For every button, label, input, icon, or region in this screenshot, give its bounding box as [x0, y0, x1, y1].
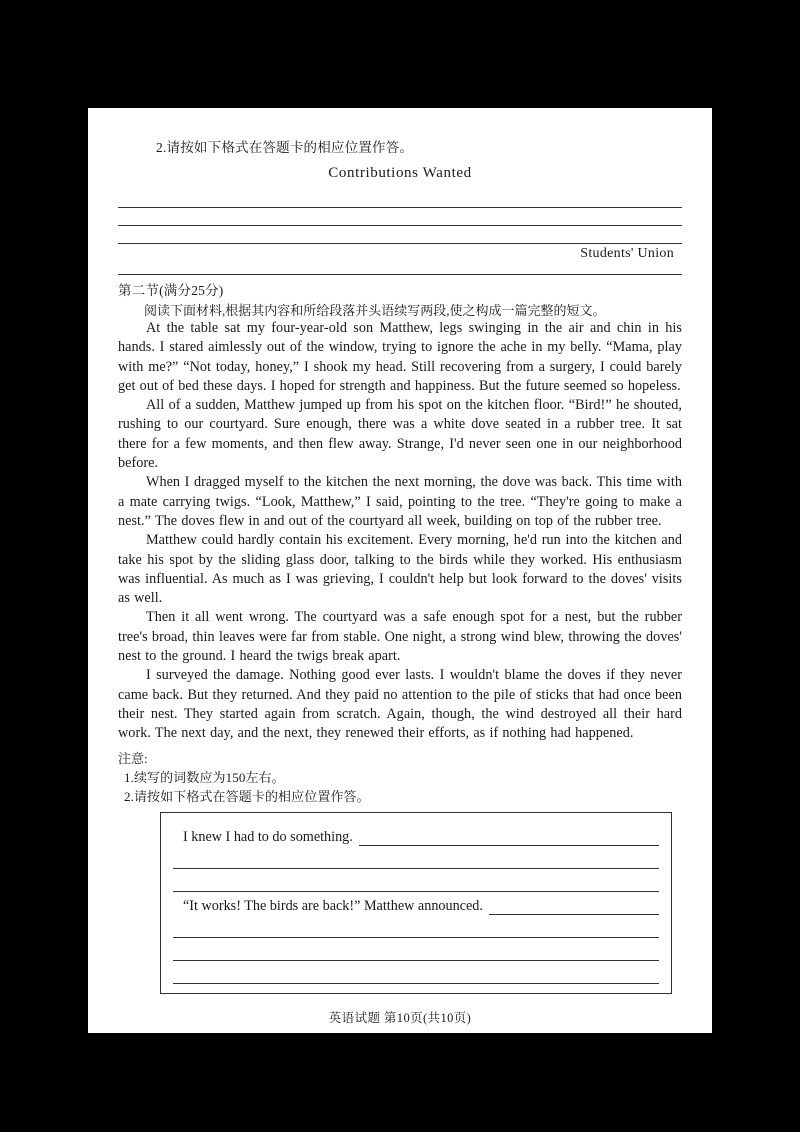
passage-paragraph: When I dragged myself to the kitchen the next morning, the dove was back. This time with a mate carrying twigs. “Look, Matthew,” I said, pointing to the tree. “They're going to make a nest.” The doves flew in and out of the courtyard all week, building on top of the rubber tree.	[118, 474, 682, 529]
section-instruction: 阅读下面材料,根据其内容和所给段落并头语续写两段,使之构成一篇完整的短文。	[144, 303, 606, 318]
section-heading: 第二节(满分25分)	[118, 283, 224, 298]
passage-paragraph: At the table sat my four-year-old son Matthew, legs swinging in the air and chin in his hands. I stared aimlessly out of the window, trying to ignore the ache in my belly. “Mama, play with me?” “Not today, honey,” I shook my head. Still recovering from a surgery, I could barely get out of bed these days. I hoped for strength and happiness. But the future seemed so hopeless.	[118, 320, 682, 394]
answer-write-line[interactable]	[359, 829, 659, 846]
passage-paragraph: Matthew could hardly contain his excitement. Every morning, he'd run into the kitchen and take his spot by the sliding glass door, talking to the birds while they worked. His enthusiasm was influential. As much as I was grieving, I couldn't help but look forward to the doves' visits as well.	[118, 532, 682, 607]
exam-page	[88, 108, 712, 1033]
answer-blank-row	[173, 915, 659, 938]
answer-blank-row	[173, 961, 659, 984]
answer-prompt-row-2	[173, 892, 659, 915]
answer-box	[160, 812, 672, 994]
answer-blank-row	[173, 869, 659, 892]
answer-write-line[interactable]	[489, 898, 659, 915]
answer-write-line[interactable]	[173, 921, 659, 938]
answer-prompt-row-1	[173, 823, 659, 846]
signature-rule	[118, 264, 682, 275]
answer-blank-row	[173, 846, 659, 869]
composition-title: Contributions Wanted	[328, 165, 472, 181]
note-item: 1.续写的词数应为150左右。	[124, 769, 285, 785]
answer-write-line[interactable]	[173, 852, 659, 869]
page-footer: 英语试题 第10页(共10页)	[328, 1010, 472, 1025]
task1-instruction: 2.请按如下格式在答题卡的相应位置作答。	[156, 140, 414, 155]
blank-line	[118, 190, 682, 208]
answer-blank-row	[173, 938, 659, 961]
answer-prompt-1: I knew I had to do something.	[183, 828, 353, 845]
answer-prompt-2: “It works! The birds are back!” Matthew announced.	[183, 897, 483, 914]
passage-paragraph: I surveyed the damage. Nothing good ever lasts. I wouldn't blame the doves if they never came back. But they returned. And they paid no attention to the pile of sticks that had once been their nest. They started again from scratch. Again, though, the wind destroyed all their hard work. The next day, and the next, they renewed their efforts, as if nothing had happened.	[118, 667, 682, 742]
writing-blank-lines	[118, 190, 682, 244]
answer-write-line[interactable]	[173, 875, 659, 892]
passage-paragraph: All of a sudden, Matthew jumped up from his spot on the kitchen floor. “Bird!” he shouted, rushing to our courtyard. Sure enough, there was a white dove seated in a rubber tree. It sat there for a few moments, and then flew away. Strange, I'd never seen one in our neighborhood before.	[118, 397, 682, 472]
blank-line	[118, 226, 682, 244]
notes-title: 注意:	[118, 750, 148, 766]
note-item: 2.请按如下格式在答题卡的相应位置作答。	[124, 788, 370, 804]
answer-write-line[interactable]	[173, 967, 659, 984]
answer-write-line[interactable]	[173, 944, 659, 961]
signature-line: Students' Union	[580, 246, 674, 261]
blank-line	[118, 208, 682, 226]
passage-paragraph: Then it all went wrong. The courtyard was a safe enough spot for a nest, but the rubber tree's broad, thin leaves were far from stable. One night, a strong wind blew, throwing the doves' nest to the ground. I heard the twigs break apart.	[118, 609, 682, 665]
